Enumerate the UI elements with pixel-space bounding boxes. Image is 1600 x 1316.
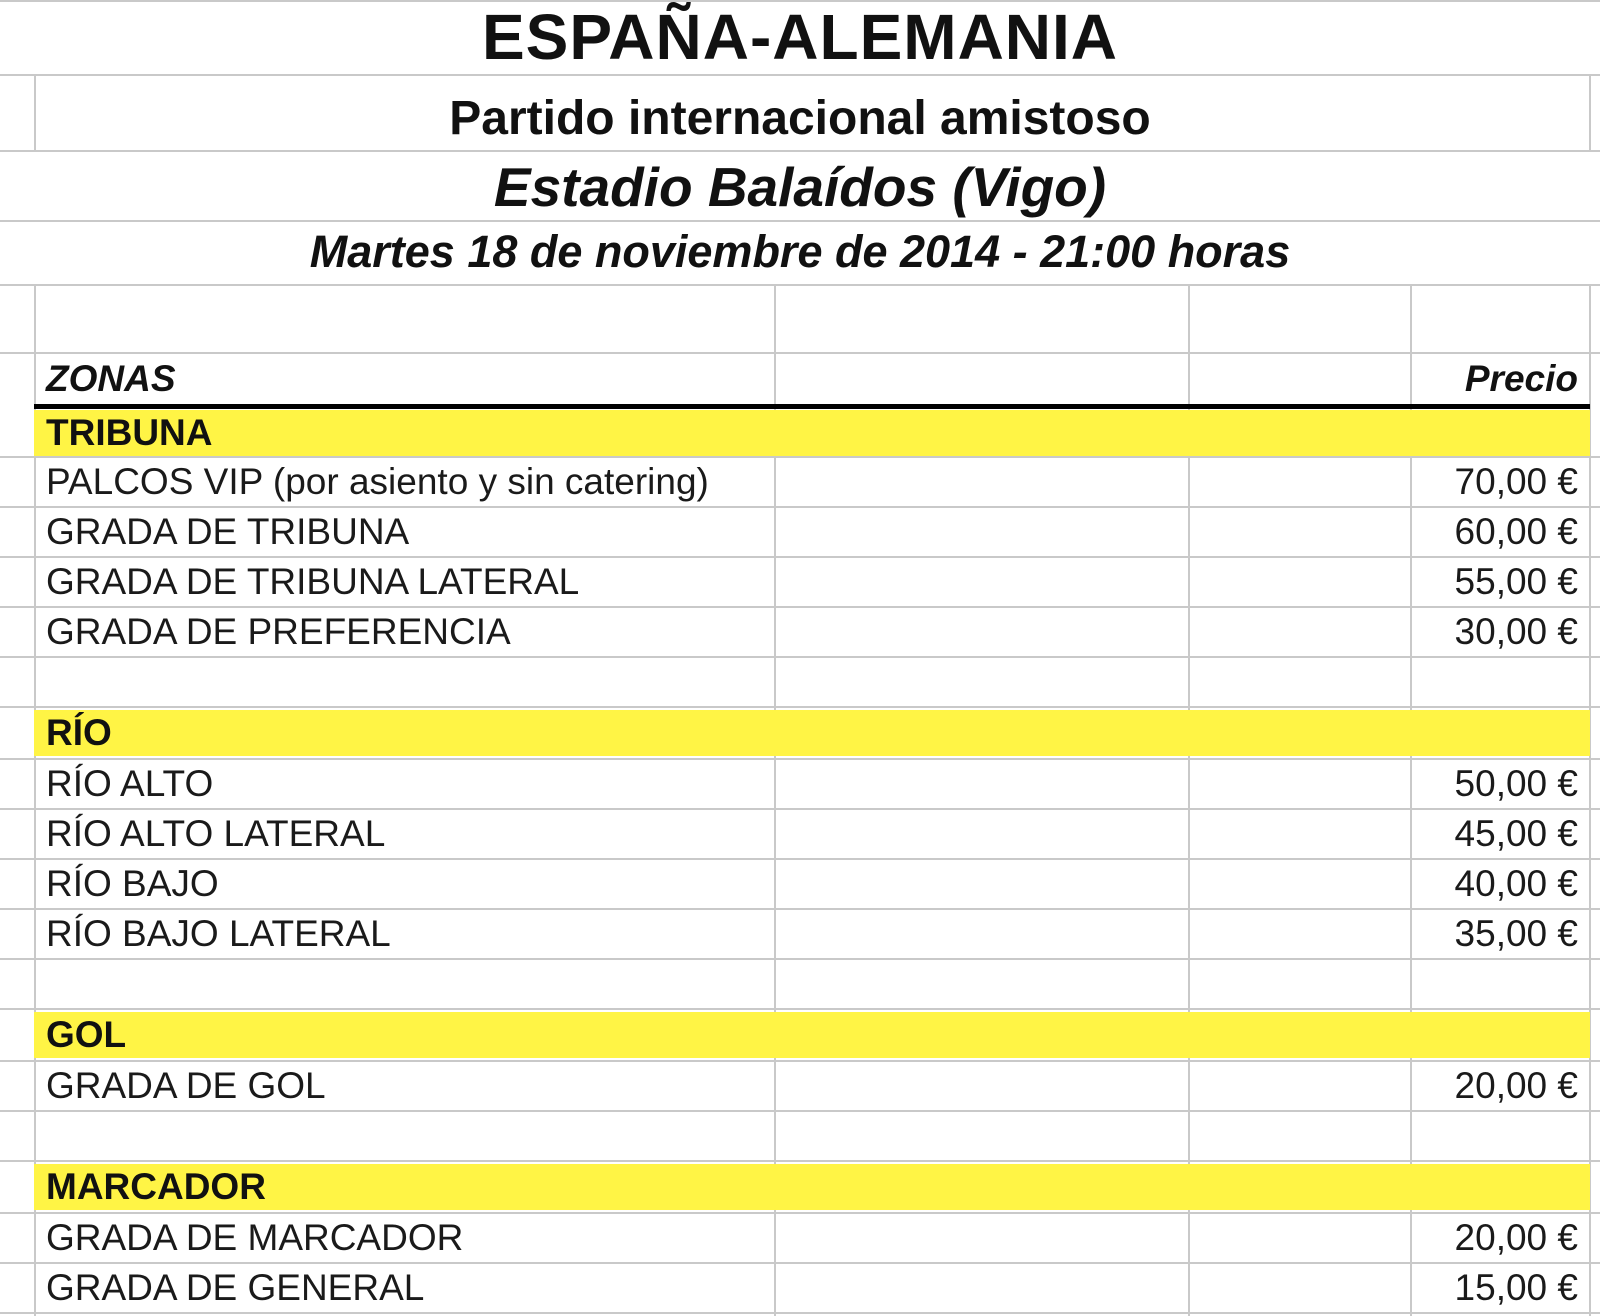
section-title: MARCADOR [46, 1166, 266, 1207]
gridline [0, 1008, 1600, 1010]
gridline [0, 352, 1600, 354]
section-band [34, 1012, 1590, 1058]
gridline [0, 284, 1600, 286]
zone-label: PALCOS VIP (por asiento y sin catering) [46, 461, 709, 502]
match-date: Martes 18 de noviembre de 2014 - 21:00 horas [309, 226, 1291, 277]
zone-price: 35,00 € [1454, 913, 1578, 954]
section-title: TRIBUNA [46, 412, 213, 453]
zone-label: RÍO BAJO [46, 863, 219, 904]
zone-price: 55,00 € [1454, 561, 1578, 602]
zone-label: RÍO ALTO [46, 763, 214, 804]
zone-price: 70,00 € [1454, 461, 1578, 502]
zone-price: 20,00 € [1454, 1065, 1578, 1106]
zones-column-header: ZONAS [46, 358, 176, 399]
venue-title: Estadio Balaídos (Vigo) [493, 156, 1107, 218]
price-column-header: Precio [1464, 358, 1578, 399]
zone-label: GRADA DE TRIBUNA [46, 511, 410, 552]
section-band [34, 1164, 1590, 1210]
section-title: GOL [46, 1014, 127, 1055]
section-title: RÍO [46, 712, 112, 753]
gridline [0, 758, 1600, 760]
header-rule [34, 404, 1590, 409]
zone-label: GRADA DE GENERAL [46, 1267, 425, 1308]
match-subtitle: Partido internacional amistoso [449, 92, 1151, 145]
zone-label: GRADA DE TRIBUNA LATERAL [46, 561, 580, 602]
zone-price: 40,00 € [1454, 863, 1578, 904]
section-band [34, 710, 1590, 756]
gridline [0, 1160, 1600, 1162]
zone-price: 30,00 € [1454, 611, 1578, 652]
gridline [0, 74, 1600, 76]
zone-label: RÍO BAJO LATERAL [46, 913, 391, 954]
zone-price: 50,00 € [1454, 763, 1578, 804]
zone-price: 15,00 € [1454, 1267, 1578, 1308]
zone-price: 45,00 € [1454, 813, 1578, 854]
zone-price: 60,00 € [1454, 511, 1578, 552]
zone-price: 20,00 € [1454, 1217, 1578, 1258]
zone-label: RÍO ALTO LATERAL [46, 813, 386, 854]
gridline [0, 706, 1600, 708]
section-band [34, 410, 1590, 456]
zone-label: GRADA DE MARCADOR [46, 1217, 464, 1258]
match-title: ESPAÑA-ALEMANIA [481, 1, 1119, 73]
zone-label: GRADA DE PREFERENCIA [46, 611, 511, 652]
zone-label: GRADA DE GOL [46, 1065, 326, 1106]
